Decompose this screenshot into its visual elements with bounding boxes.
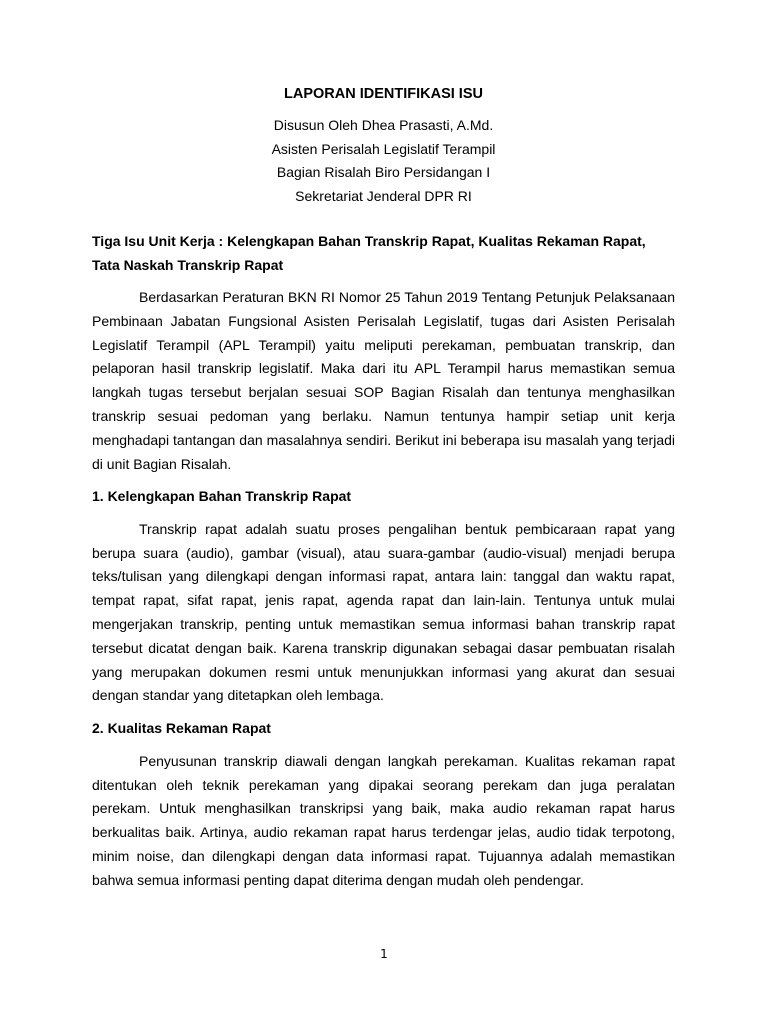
document-title: LAPORAN IDENTIFIKASI ISU — [284, 86, 483, 102]
author-line-institution: Sekretariat Jenderal DPR RI — [295, 187, 472, 204]
section-body-1: Transkrip rapat adalah suatu proses pengalihan bentuk pembicaraan rapat yang berupa suara (audio), gambar (visual), atau suara-gambar (audio-visual) menjadi berupa teks/tulisan yang dilengkapi dengan informasi rapat, antara lain: tanggal dan waktu rapat, tempat rapat, sifat rapat, jenis rapat, agenda rapat dan lain-lain. Tentunya untuk mulai mengerjakan transkrip, penting untuk memastikan semua informasi bahan transkrip rapat tersebut dicatat dengan baik. Karena transkrip digunakan sebagai dasar pembuatan risalah yang merupakan dokumen resmi untuk menunjukkan informasi yang akurat dan sesuai dengan standar yang ditetapkan oleh lembaga. — [92, 520, 675, 704]
document-page — [92, 84, 675, 902]
author-line-position: Asisten Perisalah Legislatif Terampil — [271, 140, 496, 157]
report-subject: Tiga Isu Unit Kerja : Kelengkapan Bahan Transkrip Rapat, Kualitas Rekaman Rapat, Tata Naskah Transkrip Rapat — [92, 233, 646, 273]
author-line-division: Bagian Risalah Biro Persidangan I — [276, 164, 491, 180]
section-heading-2: 2. Kualitas Rekaman Rapat — [92, 720, 271, 737]
author-block — [92, 114, 675, 208]
author-line-name: Disusun Oleh Dhea Prasasti, A.Md. — [273, 117, 494, 133]
intro-paragraph: Berdasarkan Peraturan BKN RI Nomor 25 Tahun 2019 Tentang Petunjuk Pelaksanaan Pembinaan Jabatan Fungsional Asisten Perisalah Legislatif, tugas dari Asisten Perisalah Legislatif Terampil (APL Terampil) yaitu meliputi perekaman, pembuatan transkrip, dan pelaporan hasil transkrip legislatif. Maka dari itu APL Terampil harus memastikan semua langkah tugas tersebut berjalan sesuai SOP Bagian Risalah dan tentunya menghasilkan transkrip sesuai pedoman yang berlaku. Namun tentunya hampir setiap unit kerja menghadapi tantangan dan masalahnya sendiri. Berikut ini beberapa isu masalah yang terjadi di unit Bagian Risalah. — [92, 289, 675, 472]
section-heading-1: 1. Kelengkapan Bahan Transkrip Rapat — [92, 488, 352, 505]
section-body-2: Penyusunan transkrip diawali dengan langkah perekaman. Kualitas rekaman rapat ditentukan oleh teknik perekaman yang dipakai seorang perekam dan juga peralatan perekam. Untuk menghasilkan transkripsi yang baik, maka audio rekaman rapat harus berkualitas baik. Artinya, audio rekaman rapat harus terdengar jelas, audio tidak terpotong, minim noise, dan dilengkapi dengan data informasi rapat. Tujuannya adalah memastikan bahwa semua informasi penting dapat diterima dengan mudah oleh pendengar. — [92, 752, 675, 888]
page-number: 1 — [380, 947, 388, 961]
